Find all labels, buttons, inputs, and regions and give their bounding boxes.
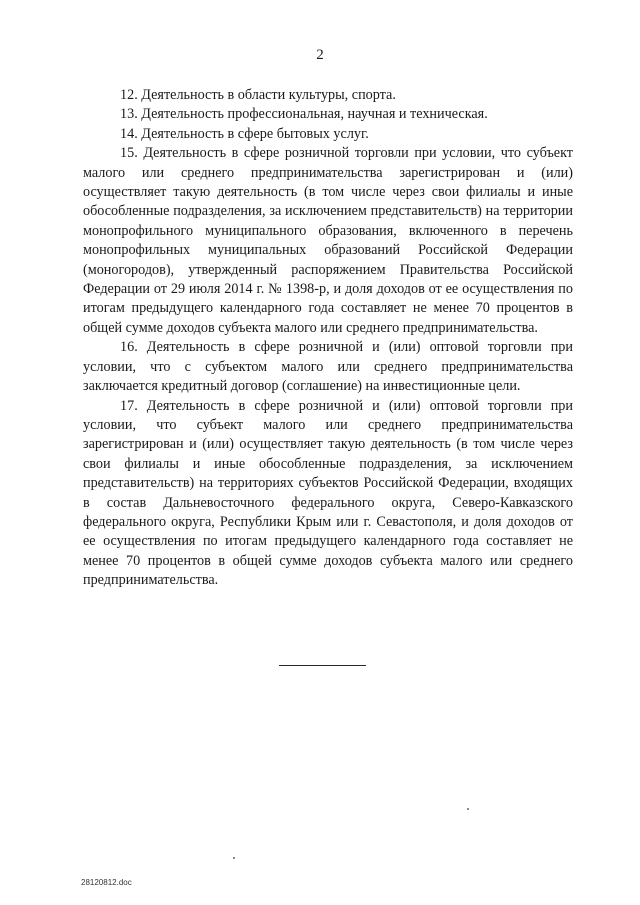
list-item-12: 12. Деятельность в области культуры, спорта. — [120, 87, 396, 103]
scan-speck — [467, 808, 469, 810]
footer-filename: 28120812.doc — [81, 878, 132, 887]
list-item-14: 14. Деятельность в сфере бытовых услуг. — [120, 125, 369, 142]
list-item-15: 15. Деятельность в сфере розничной торговли при условии, что субъект малого или среднего предпринимательства зарегистрирован и (или) осуществляет такую деятельность (в том числе через свои филиалы и иные обособленные подразделения, за исключением представительств) на территории монопрофильного муниципального образования, включенного в перечень монопрофильных муниципальных образований Российской Федерации (моногородов), утвержденный распоряжением Правительства Российской Федерации от 29 июля 2014 г. № 1398-р, и доля доходов от ее осуществления по итогам предыдущего календарного года составляет не менее 70 процентов в общей сумме доходов субъекта малого или среднего предпринимательства. — [83, 145, 573, 336]
scan-speck — [233, 857, 235, 859]
list-item-16: 16. Деятельность в сфере розничной и (или) оптовой торговли при условии, что с субъектом малого или среднего предпринимательства заключается кредитный договор (соглашение) на инвестиционные цели. — [83, 339, 573, 395]
end-separator-line — [279, 665, 366, 666]
list-item-17: 17. Деятельность в сфере розничной и (или) оптовой торговли при условии, что субъект малого или среднего предпринимательства зарегистрирован и (или) осуществляет такую деятельность (в том числе через свои филиалы и иные обособленные подразделения, за исключением представительств) на территориях субъектов Российской Федерации, входящих в состав Дальневосточного федерального округа, Северо-Кавказского федерального округа, Республики Крым или г. Севастополя, и доля доходов от ее осуществления по итогам предыдущего календарного года составляет не менее 70 процентов в общей сумме доходов субъекта малого или среднего предпринимательства. — [83, 397, 573, 589]
list-item-13: 13. Деятельность профессиональная, научная и техническая. — [120, 106, 488, 123]
page-number: 2 — [316, 47, 324, 63]
document-body — [83, 86, 573, 591]
